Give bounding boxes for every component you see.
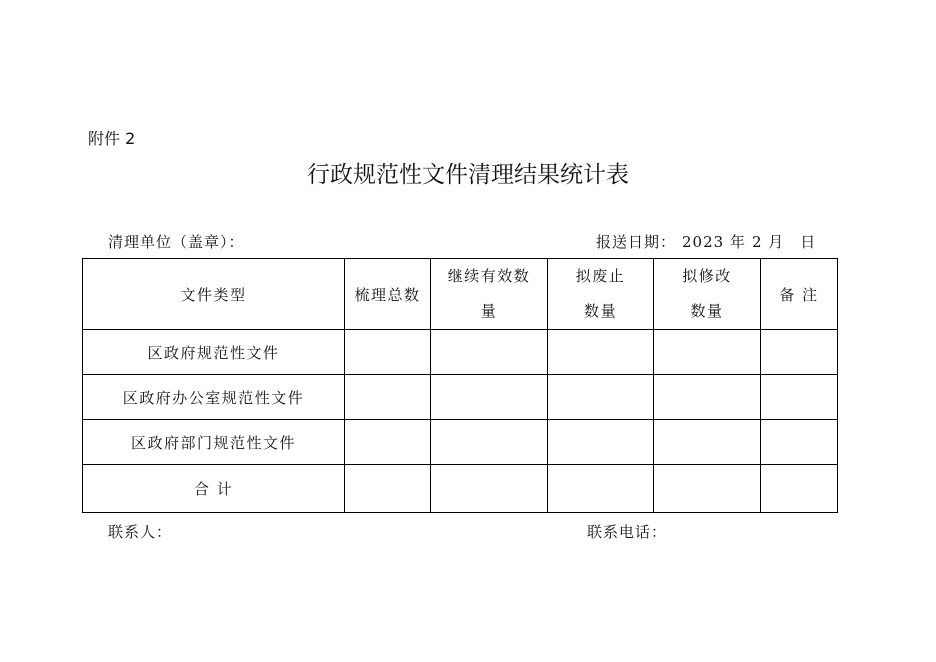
table-row bbox=[83, 375, 838, 420]
row-label: 区政府办公室规范性文件 bbox=[83, 375, 345, 420]
header-modify-line1: 拟修改 bbox=[682, 267, 732, 285]
row-label: 区政府规范性文件 bbox=[83, 330, 345, 375]
date-month: 2 月 bbox=[751, 233, 785, 251]
row-label: 合 计 bbox=[83, 465, 345, 513]
header-continue-line2: 量 bbox=[480, 302, 498, 320]
table-cell bbox=[548, 330, 654, 375]
table-cell bbox=[345, 375, 431, 420]
submit-date bbox=[596, 231, 822, 252]
table-cell bbox=[431, 375, 548, 420]
table-cell bbox=[654, 330, 761, 375]
date-label: 报送日期： bbox=[596, 233, 677, 251]
table-row bbox=[83, 330, 838, 375]
table-cell bbox=[654, 465, 761, 513]
header-abolish-line1: 拟废止 bbox=[575, 267, 626, 285]
header-continue bbox=[431, 259, 548, 330]
document-title: 行政规范性文件清理结果统计表 bbox=[307, 162, 629, 188]
table-cell bbox=[431, 330, 548, 375]
table-cell bbox=[761, 330, 838, 375]
header-remark: 备 注 bbox=[761, 259, 838, 330]
table-cell bbox=[345, 330, 431, 375]
table-cell bbox=[345, 465, 431, 513]
table-row bbox=[83, 420, 838, 465]
date-day: 日 bbox=[800, 233, 817, 251]
date-year: 2023 年 bbox=[682, 233, 746, 251]
contact-label: 联系人： bbox=[108, 523, 173, 541]
statistics-table bbox=[82, 258, 838, 513]
attachment-label: 附件 2 bbox=[88, 129, 136, 148]
row-label: 区政府部门规范性文件 bbox=[83, 420, 345, 465]
table-cell bbox=[345, 420, 431, 465]
table-cell bbox=[761, 465, 838, 513]
header-continue-line1: 继续有效数 bbox=[447, 267, 531, 285]
header-file-type: 文件类型 bbox=[83, 259, 345, 330]
total-row bbox=[83, 465, 838, 513]
phone-label: 联系电话： bbox=[587, 523, 668, 541]
unit-label: 清理单位（盖章）： bbox=[108, 233, 245, 251]
table-cell bbox=[431, 420, 548, 465]
table-cell bbox=[548, 420, 654, 465]
table-cell bbox=[431, 465, 548, 513]
table-cell bbox=[761, 420, 838, 465]
table-header-row bbox=[83, 259, 838, 330]
table-cell bbox=[548, 465, 654, 513]
table-cell bbox=[761, 375, 838, 420]
header-modify-line2: 数量 bbox=[690, 302, 724, 320]
header-abolish bbox=[548, 259, 654, 330]
table-cell bbox=[654, 375, 761, 420]
table-cell bbox=[548, 375, 654, 420]
table-cell bbox=[654, 420, 761, 465]
header-abolish-line2: 数量 bbox=[583, 302, 617, 320]
header-total: 梳理总数 bbox=[345, 259, 431, 330]
header-modify bbox=[654, 259, 761, 330]
